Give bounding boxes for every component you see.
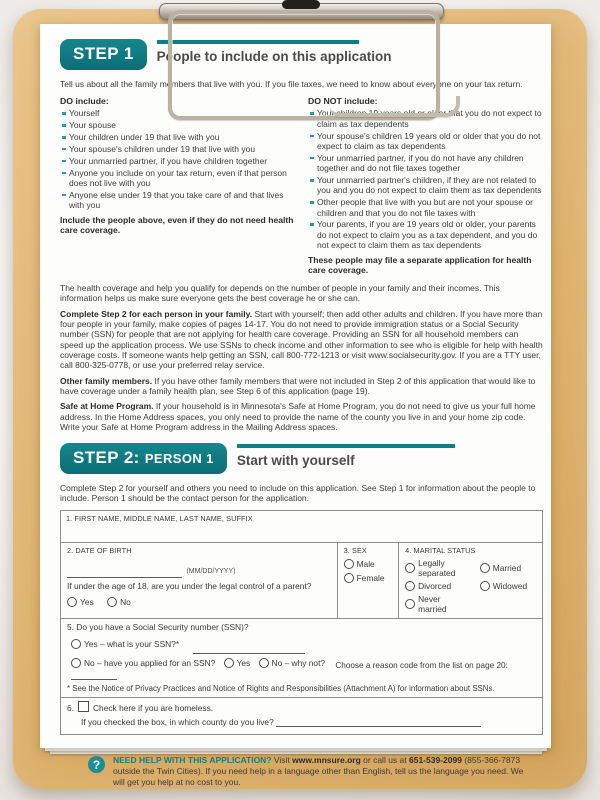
radio-legal-control-no[interactable] — [107, 597, 131, 607]
radio-never-married[interactable] — [405, 594, 471, 614]
do-not-include-heading: DO NOT include: — [308, 96, 378, 107]
do-not-include-column — [308, 96, 543, 275]
do-include-column — [60, 96, 295, 275]
list-item: Your unmarried partner, if you have children together — [60, 156, 295, 166]
help-heading: NEED HELP WITH THIS APPLICATION? — [113, 755, 272, 766]
radio-circle — [259, 658, 269, 668]
sex-label: 3. SEX — [343, 546, 367, 556]
do-include-note: Include the people above, even if they do not need health care coverage. — [60, 214, 294, 236]
paragraph-coverage — [60, 283, 543, 304]
include-columns — [60, 96, 543, 275]
radio-label: Male — [356, 559, 375, 570]
sex-cell — [338, 543, 400, 618]
list-item: Your children under 19 that live with you — [60, 132, 295, 142]
radio-label: Divorced — [418, 581, 452, 592]
list-item: Your spouse's children under 19 that live with you — [60, 144, 295, 154]
paragraph-text: If your household is in Minnesota's Safe at Home Program, you do not need to give us your full home address. In the Home Address spaces, you only need to provide the name of the county you live in and your home zip code. Write your Safe at Home Program address in the Mailing Address spaces. — [60, 401, 536, 433]
radio-label: Widowed — [492, 581, 528, 592]
radio-ssn-applied-no[interactable] — [259, 658, 326, 668]
name-field[interactable] — [61, 511, 542, 543]
question-mark-icon: ? — [88, 756, 105, 773]
application-form-page — [40, 24, 551, 788]
ssn-question: 5. Do you have a Social Security number (SSN)? — [67, 622, 249, 633]
help-website-link[interactable]: www.mnsure.org — [292, 755, 361, 766]
radio-ssn-yes[interactable] — [71, 639, 179, 649]
radio-legally-separated[interactable] — [405, 558, 471, 578]
do-not-include-list — [308, 108, 543, 250]
dob-sex-marital-row — [61, 543, 542, 619]
paragraph-lead: Complete Step 2 for each person in your family. — [60, 308, 253, 319]
dob-label: 2. DATE OF BIRTH — [67, 546, 132, 556]
radio-label: Yes — [236, 658, 251, 669]
radio-label: Legally separated — [418, 558, 456, 579]
list-item: Other people that live with you but are not your spouse or children and that you do not file taxes with — [308, 197, 543, 218]
help-visit-text: Visit — [271, 755, 293, 766]
step1-intro: Tell us about all the family members that live with you. If you file taxes, we need to know about everyone on your tax return. — [60, 79, 523, 89]
step2-badge — [60, 443, 227, 474]
radio-circle — [480, 563, 490, 573]
do-not-include-note: These people may file a separate application for health care coverage. — [308, 254, 532, 276]
radio-label: Never married — [418, 594, 447, 615]
paragraph-text: The health coverage and help you qualify for depends on the number of people in your family and their incomes. This information helps us make sure everyone gets the best coverage he or she can. — [60, 282, 500, 304]
person1-form-table — [60, 510, 543, 735]
step2-title: Start with yourself — [236, 452, 355, 468]
radio-label: Female — [356, 573, 385, 584]
radio-female[interactable] — [344, 573, 393, 583]
radio-label: Yes — [80, 597, 94, 608]
paragraph-lead: Other family members. — [60, 375, 153, 386]
radio-label: No – why not? — [271, 658, 326, 669]
step2-header — [60, 443, 543, 474]
ssn-field[interactable] — [193, 644, 305, 654]
radio-label: Married — [492, 563, 522, 574]
ssn-footnote: * See the Notice of Privacy Practices and Notice of Rights and Responsibilities (Attachment A) for information about SSNs. — [67, 684, 495, 694]
radio-circle — [344, 573, 354, 583]
paragraph-other-family — [60, 376, 543, 397]
radio-circle — [71, 639, 81, 649]
checkbox-homeless[interactable] — [78, 701, 89, 712]
radio-ssn-applied-yes[interactable] — [224, 658, 251, 668]
radio-ssn-no[interactable] — [71, 658, 215, 668]
step2-rule — [237, 444, 455, 448]
list-item: Your spouse — [60, 120, 295, 130]
step2-intro: Complete Step 2 for yourself and others you need to include on this application. See Step 1 for information about the people to include. Person 1 should be the contact person for the application. — [60, 482, 536, 503]
clipboard-clip-knob — [282, 0, 320, 9]
radio-male[interactable] — [344, 559, 393, 569]
help-phone-number: 651-539-2099 — [408, 755, 462, 766]
paragraph-text: If you have other family members that were not included in Step 2 of this application that would like to have coverage under a family health plan, see Step 6 of this application (page 19). — [60, 375, 536, 397]
dob-cell — [61, 543, 338, 618]
name-field-label: 1. FIRST NAME, MIDDLE NAME, LAST NAME, SUFFIX — [66, 514, 253, 524]
radio-label: Yes – what is your SSN?* — [84, 639, 180, 650]
dob-field[interactable] — [67, 568, 182, 578]
list-item: Your unmarried partner, if you do not have any children together and do not file taxes together — [308, 153, 543, 174]
paragraph-text: Start with yourself; then add other adults and children. If you have more than four people in your family, make copies of pages 14-17. You do not need to provide immigration status or a Social Security number (SSN) for people that are not applying for health care coverage. Providing an SSN for all household members can speed up the application process. We use SSNs to check income and other information to see who is eligible for help with health coverage costs. If someone wants help getting an SSN, call 800-772-1213 or visit www.socialsecurity.gov. If you are a TTY user, call 800-325-0778, or use your preferred relay service. — [60, 308, 543, 371]
radio-circle — [224, 658, 234, 668]
help-call-text: or call us at — [360, 755, 409, 766]
radio-circle — [405, 581, 415, 591]
reason-code-field[interactable] — [71, 670, 117, 680]
step2-badge-sub: PERSON 1 — [144, 450, 214, 466]
list-item: Anyone else under 19 that you take care of and that lives with you — [60, 190, 295, 211]
list-item: Your children 19 years old or older that you do not expect to claim as tax dependents — [308, 108, 543, 129]
step2-badge-main: STEP 2: — [73, 447, 140, 467]
county-question: If you checked the box, in which county do you live? — [81, 717, 274, 728]
radio-label: No — [120, 597, 131, 608]
homeless-section — [61, 698, 542, 734]
dob-format-hint: (MM/DD/YYYY) — [186, 568, 236, 576]
list-item: Your unmarried partner's children, if they are not related to you and you do not expect to claim them as tax dependents — [308, 175, 543, 196]
county-field[interactable] — [276, 717, 481, 727]
do-include-heading: DO include: — [60, 96, 109, 107]
marital-status-cell — [399, 543, 542, 618]
radio-divorced[interactable] — [405, 581, 471, 591]
radio-married[interactable] — [480, 558, 527, 578]
step1-title: People to include on this application — [156, 49, 392, 64]
paragraph-complete-step2 — [60, 309, 543, 371]
help-rest-text: (855-366-7873 outside the Twin Cities). If you need help in a language other than English, tell us the language you need. We will get you help at no cost to you. — [113, 755, 524, 788]
homeless-checkbox-label: Check here if you are homeless. — [93, 703, 214, 714]
radio-circle — [107, 597, 117, 607]
paragraph-lead: Safe at Home Program. — [60, 401, 154, 412]
list-item: Your spouse's children 19 years old or older that you do not expect to claim as tax dependents — [308, 131, 543, 152]
radio-label: No – have you applied for an SSN? — [84, 658, 216, 669]
question-number: 6. — [67, 703, 74, 714]
reason-code-prompt: Choose a reason code from the list on page 20: — [335, 661, 508, 671]
radio-circle — [405, 599, 415, 609]
paragraph-safe-at-home — [60, 401, 543, 432]
radio-circle — [405, 563, 415, 573]
list-item: Yourself — [60, 108, 295, 118]
help-footer — [88, 755, 535, 788]
help-text — [113, 755, 535, 788]
radio-widowed[interactable] — [480, 581, 527, 591]
list-item: Anyone you include on your tax return, even if that person does not live with you — [60, 168, 295, 189]
ssn-section — [61, 619, 542, 698]
radio-circle — [67, 597, 77, 607]
radio-legal-control-yes[interactable] — [67, 597, 94, 607]
do-include-list — [60, 108, 295, 210]
radio-circle — [344, 559, 354, 569]
step1-badge: STEP 1 — [60, 39, 147, 70]
radio-circle — [71, 658, 81, 668]
radio-circle — [480, 581, 490, 591]
marital-status-label: 4. MARITAL STATUS — [405, 546, 476, 556]
legal-control-question: If under the age of 18, are you under the legal control of a parent? — [67, 581, 312, 592]
clipboard-clip-lever — [330, 96, 460, 117]
list-item: Your parents, if you are 19 years old or older, your parents do not expect to claim you as a tax dependent, and you do not expect to claim them as tax dependents — [308, 219, 543, 250]
